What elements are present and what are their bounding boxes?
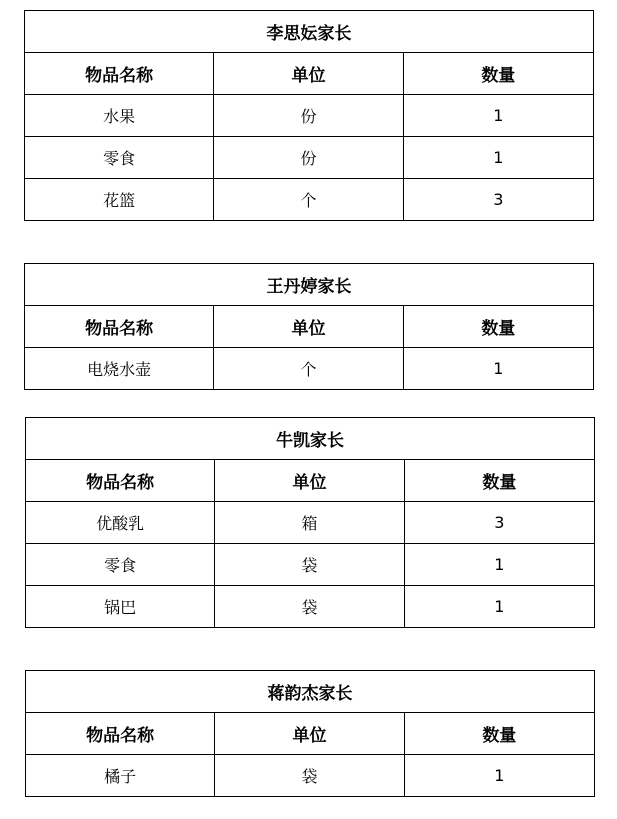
header-item-name: 物品名称: [25, 306, 214, 348]
table-title: 李思妘家长: [25, 11, 594, 53]
item-quantity: 3: [403, 179, 593, 221]
item-unit: 袋: [215, 755, 404, 797]
item-name: 花篮: [25, 179, 214, 221]
item-quantity: 3: [404, 502, 594, 544]
header-unit: 单位: [214, 53, 403, 95]
item-name: 电烧水壶: [25, 348, 214, 390]
header-unit: 单位: [214, 306, 403, 348]
table-row: [26, 586, 595, 628]
item-name: 橘子: [26, 755, 215, 797]
table-title-row: [26, 418, 595, 460]
table-row: [25, 179, 594, 221]
item-unit: 份: [214, 137, 403, 179]
donation-table-jiang-yunjie: [25, 670, 595, 797]
donation-table-niu-kai: [25, 417, 595, 628]
item-name: 零食: [26, 544, 215, 586]
table-title-row: [25, 264, 594, 306]
table-row: [26, 502, 595, 544]
table-header-row: [26, 713, 595, 755]
header-quantity: 数量: [403, 53, 593, 95]
table-row: [25, 137, 594, 179]
item-name: 锅巴: [26, 586, 215, 628]
header-item-name: 物品名称: [25, 53, 214, 95]
table-row: [25, 95, 594, 137]
table-row: [26, 544, 595, 586]
header-item-name: 物品名称: [26, 713, 215, 755]
header-unit: 单位: [215, 460, 404, 502]
donation-table-li-siyun: [24, 10, 594, 221]
item-name: 水果: [25, 95, 214, 137]
item-unit: 袋: [215, 586, 404, 628]
table-header-row: [25, 53, 594, 95]
item-unit: 份: [214, 95, 403, 137]
item-quantity: 1: [404, 755, 594, 797]
item-name: 零食: [25, 137, 214, 179]
header-item-name: 物品名称: [26, 460, 215, 502]
donation-table-wang-danting: [24, 263, 594, 390]
item-unit: 箱: [215, 502, 404, 544]
table-title: 王丹婷家长: [25, 264, 594, 306]
header-quantity: 数量: [404, 713, 594, 755]
item-quantity: 1: [404, 586, 594, 628]
header-unit: 单位: [215, 713, 404, 755]
item-unit: 个: [214, 179, 403, 221]
item-quantity: 1: [403, 137, 593, 179]
item-quantity: 1: [403, 95, 593, 137]
table-header-row: [25, 306, 594, 348]
item-quantity: 1: [404, 544, 594, 586]
item-name: 优酸乳: [26, 502, 215, 544]
table-row: [26, 755, 595, 797]
table-title: 牛凯家长: [26, 418, 595, 460]
table-title-row: [26, 671, 595, 713]
table-header-row: [26, 460, 595, 502]
header-quantity: 数量: [403, 306, 593, 348]
header-quantity: 数量: [404, 460, 594, 502]
table-title: 蒋韵杰家长: [26, 671, 595, 713]
table-title-row: [25, 11, 594, 53]
item-unit: 个: [214, 348, 403, 390]
item-unit: 袋: [215, 544, 404, 586]
table-row: [25, 348, 594, 390]
item-quantity: 1: [403, 348, 593, 390]
